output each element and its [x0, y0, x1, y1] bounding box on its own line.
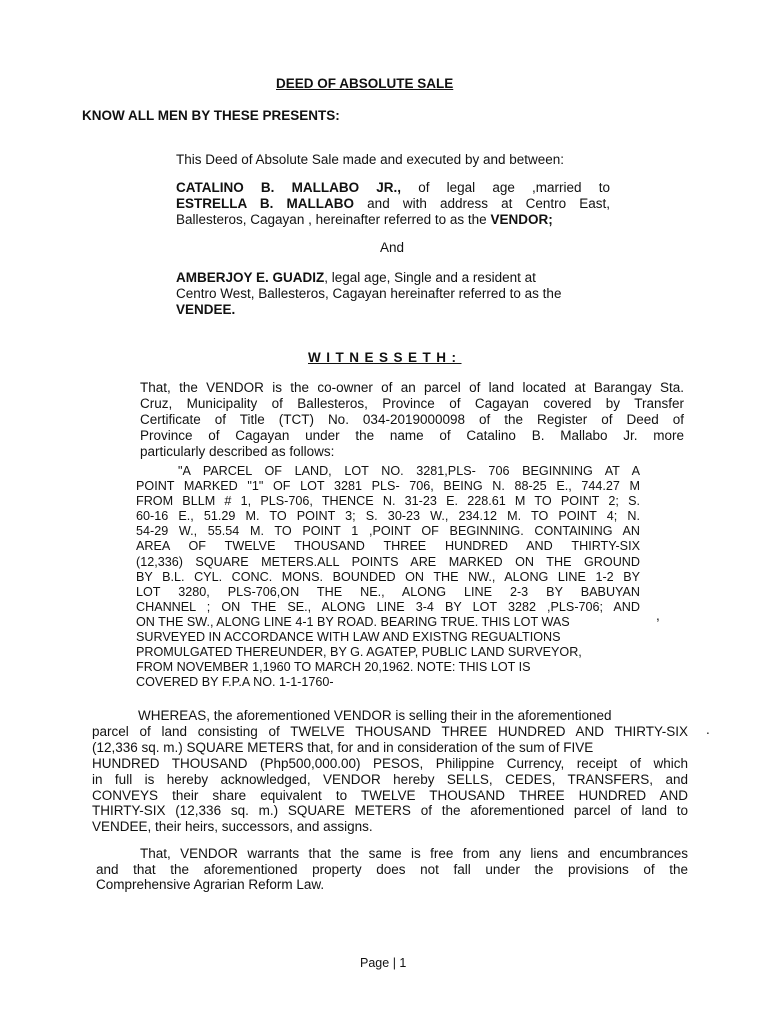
whereas-paragraph — [92, 708, 688, 835]
description-line: CHANNEL ; ON THE SE., ALONG LINE 3-4 BY LOT 3282 ,PLS-706; AND — [136, 599, 640, 614]
description-line: COVERED BY F.P.A NO. 1-1-1760- — [136, 675, 334, 690]
vendor-line-1 — [176, 180, 610, 196]
warranty-line: Comprehensive Agrarian Reform Law. — [96, 877, 325, 892]
description-line: AREA OF TWELVE THOUSAND THREE HUNDRED AND THIRTY-SIX — [136, 539, 640, 554]
whereas-line: THIRTY-SIX (12,336 sq. m.) SQUARE METERS of the aforementioned parcel of land to — [92, 803, 688, 819]
and-label: And — [380, 240, 405, 255]
vendor-text-2: and with address at Centro East, — [354, 196, 610, 211]
vendor-text-3: Ballesteros, Cagayan , hereinafter referred to as the — [176, 212, 491, 227]
ownership-paragraph — [140, 380, 684, 460]
whereas-line: WHEREAS, the aforementioned VENDOR is selling their in the aforementioned — [138, 708, 612, 723]
vendor-spouse: ESTRELLA B. MALLABO — [176, 196, 355, 211]
para1-line: particularly described as follows: — [140, 444, 335, 459]
stray-period: . — [706, 722, 710, 737]
description-line: FROM BLLM # 1, PLS-706, THENCE N. 31-23 E. 228.61 M TO POINT 2; S. — [136, 494, 640, 509]
page-footer — [360, 956, 406, 970]
description-line: "A PARCEL OF LAND, LOT NO. 3281,PLS- 706 BEGINNING AT A — [178, 464, 640, 478]
vendee-line-2: Centro West, Ballesteros, Cagayan hereinafter referred to as the — [176, 286, 562, 301]
para1-line: Province of Cagayan under the name of Catalino B. Mallabo Jr. more — [140, 428, 684, 443]
description-line: ON THE SW., ALONG LINE 4-1 BY ROAD. BEARING TRUE. THIS LOT WAS — [136, 614, 570, 629]
vendor-line-3 — [176, 212, 610, 228]
vendee-role: VENDEE. — [176, 302, 236, 317]
whereas-line: CONVEYS their share equivalent to TWELVE THOUSAND THREE HUNDRED AND — [92, 787, 688, 803]
vendee-name: AMBERJOY E. GUADIZ — [176, 270, 325, 285]
vendor-name: CATALINO B. MALLABO JR., — [176, 180, 402, 195]
description-line: BY B.L. CYL. CONC. MONS. BOUNDED ON THE NW., ALONG LINE 1-2 BY — [136, 569, 640, 584]
description-line: (12,336) SQUARE METERS.ALL POINTS ARE MARKED ON THE GROUND — [136, 554, 640, 569]
vendee-block — [176, 270, 596, 318]
know-all-heading: KNOW ALL MEN BY THESE PRESENTS: — [82, 108, 340, 123]
description-line: PROMULGATED THEREUNDER, BY G. AGATEP, PUBLIC LAND SURVEYOR, — [136, 645, 582, 660]
para1-line: Cruz, Municipality of Ballesteros, Province of Cagayan covered by Transfer — [140, 396, 684, 411]
vendor-line-2 — [176, 196, 610, 212]
footer-page-number: 1 — [399, 956, 407, 970]
vendor-text-1: of legal age ,married to — [401, 180, 610, 195]
footer-page-label: Page — [360, 956, 390, 970]
description-line: SURVEYED IN ACCORDANCE WITH LAW AND EXISTNG REGUALTIONS — [136, 630, 561, 645]
description-line: 54-29 W., 55.54 M. TO POINT 1 ,POINT OF BEGINNING. CONTAINING AN — [136, 524, 640, 539]
description-line: FROM NOVEMBER 1,1960 TO MARCH 20,1962. NOTE: THIS LOT IS — [136, 660, 531, 675]
whereas-line: parcel of land consisting of TWELVE THOUSAND THREE HUNDRED AND THIRTY-SIX — [92, 723, 688, 739]
vendor-block — [176, 180, 610, 228]
para1-line: Certificate of Title (TCT) No. 034-2019000098 of the Register of Deed of — [140, 412, 684, 427]
whereas-line: VENDEE, their heirs, successors, and assigns. — [92, 819, 373, 835]
witnesseth-heading: WITNESSETH: — [308, 350, 462, 365]
whereas-line: HUNDRED THOUSAND (Php500,000.00) PESOS, Philippine Currency, receipt of which — [92, 755, 688, 771]
document-title: DEED OF ABSOLUTE SALE — [276, 76, 454, 91]
stray-comma: , — [656, 608, 660, 623]
whereas-line: in full is hereby acknowledged, VENDOR hereby SELLS, CEDES, TRANSFERS, and — [92, 771, 688, 787]
description-line: LOT 3280, PLS-706,ON THE NE., ALONG LINE 2-3 BY BABUYAN — [136, 584, 640, 599]
vendee-line-1 — [176, 270, 596, 286]
vendor-role: VENDOR; — [490, 212, 553, 227]
warranty-line: and that the aforementioned property does not fall under the provisions of the — [96, 861, 688, 877]
property-description — [136, 464, 640, 690]
footer-separator: | — [392, 956, 396, 970]
description-line: POINT MARKED "1" OF LOT 3281 PLS- 706, BEING N. 88-25 E., 744.27 M — [136, 479, 640, 494]
para1-line: That, the VENDOR is the co-owner of an parcel of land located at Barangay Sta. — [140, 380, 684, 395]
warranty-paragraph — [96, 846, 688, 893]
whereas-line: (12,336 sq. m.) SQUARE METERS that, for and in consideration of the sum of FIVE — [92, 739, 594, 755]
intro-line: This Deed of Absolute Sale made and executed by and between: — [176, 152, 565, 167]
description-line: 60-16 E., 51.29 M. TO POINT 3; S. 30-23 W., 234.12 M. TO POINT 4; N. — [136, 509, 640, 524]
vendee-text-1: , legal age, Single and a resident at — [324, 270, 536, 285]
warranty-line: That, VENDOR warrants that the same is free from any liens and encumbrances — [140, 846, 688, 861]
vendee-line-3 — [176, 302, 596, 318]
